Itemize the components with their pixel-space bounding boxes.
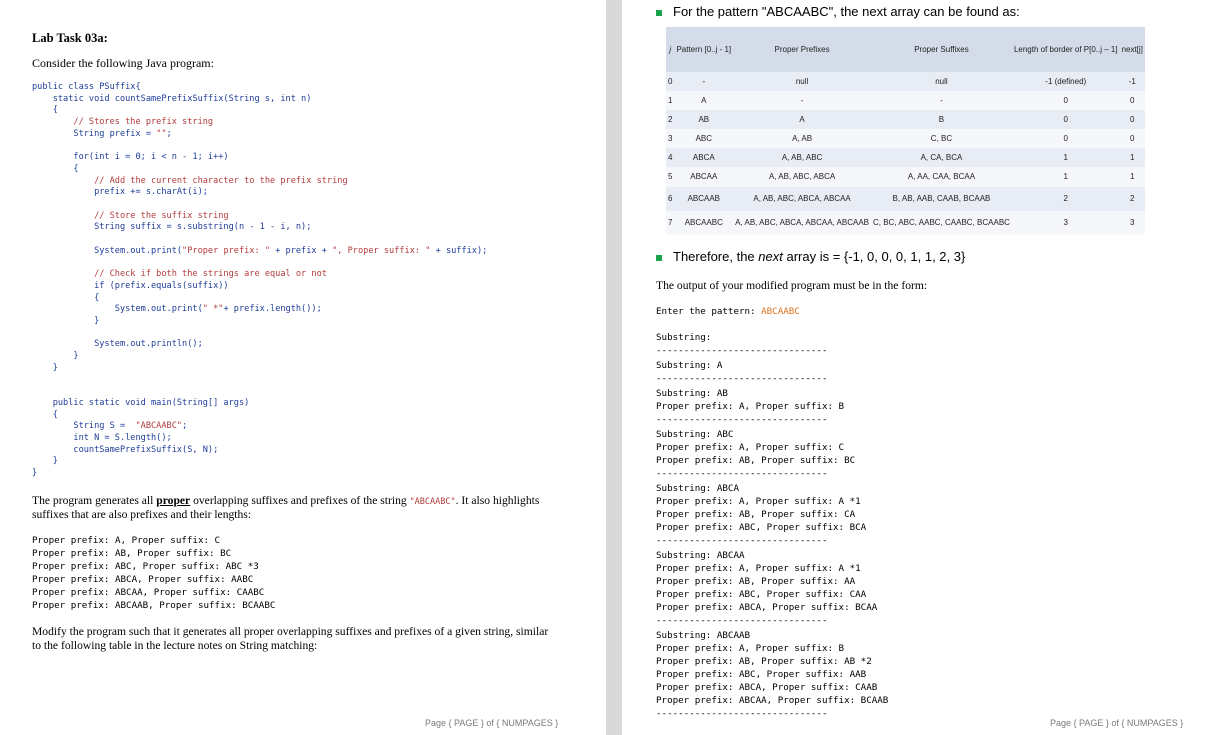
code-line: if (prefix.equals(suffix)) bbox=[32, 280, 229, 291]
code-line: // Stores the prefix string bbox=[32, 117, 214, 128]
page-footer: Page { PAGE } of { NUMPAGES } bbox=[1050, 718, 1184, 728]
code-line bbox=[32, 234, 487, 246]
output-line: Proper prefix: ABC, Proper suffix: ABC *3 bbox=[32, 561, 259, 572]
table-cell: 2 bbox=[1120, 187, 1145, 211]
code-line bbox=[32, 375, 487, 387]
separator-line: ------------------------------- bbox=[656, 535, 828, 546]
output-line: Proper prefix: ABCAA, Proper suffix: BCAAB bbox=[656, 695, 889, 706]
table-cell: 4 bbox=[666, 148, 674, 167]
table-cell: ABCAABC bbox=[674, 211, 733, 235]
output-line: Proper prefix: A, Proper suffix: A *1 bbox=[656, 496, 861, 507]
code-line: } bbox=[32, 351, 79, 362]
table-cell: A, AB, ABC, ABCA bbox=[733, 167, 871, 187]
output-line: Proper prefix: ABCAA, Proper suffix: CAABC bbox=[32, 587, 265, 598]
table-cell: A, CA, BCA bbox=[871, 148, 1012, 167]
code-line: String prefix = ""; bbox=[32, 128, 172, 139]
lab-task-title: Lab Task 03a: bbox=[32, 31, 108, 45]
code-line: { bbox=[32, 292, 100, 303]
separator-line: ------------------------------- bbox=[656, 345, 828, 356]
output-line: Proper prefix: AB, Proper suffix: CA bbox=[656, 509, 856, 520]
sample-output-block bbox=[32, 534, 275, 612]
table-cell: null bbox=[733, 72, 871, 91]
table-cell: - bbox=[733, 91, 871, 110]
code-line: System.out.print(" *"+ prefix.length()); bbox=[32, 304, 322, 315]
expected-output-block bbox=[656, 331, 888, 720]
code-line: String suffix = s.substring(n - 1 - i, n); bbox=[32, 222, 312, 233]
table-cell: -1 (defined) bbox=[1012, 72, 1120, 91]
table-cell: ABCA bbox=[674, 148, 733, 167]
table-cell: 5 bbox=[666, 167, 674, 187]
code-line: static void countSamePrefixSuffix(String s, int n) bbox=[32, 93, 312, 104]
java-code-block bbox=[32, 82, 487, 480]
table-cell: 6 bbox=[666, 187, 674, 211]
code-line: String S = "ABCAABC"; bbox=[32, 421, 188, 432]
table-cell: 1 bbox=[1120, 148, 1145, 167]
table-header-cell: Proper Prefixes bbox=[733, 27, 871, 72]
paragraph-2-line-2: to the following table in the lecture notes on String matching: bbox=[32, 639, 318, 652]
table-cell: 0 bbox=[1012, 129, 1120, 148]
table-cell: A, AA, CAA, BCAA bbox=[871, 167, 1012, 187]
table-cell: 0 bbox=[1120, 129, 1145, 148]
code-line bbox=[32, 258, 487, 270]
table-row bbox=[666, 167, 1145, 187]
table-cell: - bbox=[674, 72, 733, 91]
table-row bbox=[666, 110, 1145, 129]
table-cell: ABC bbox=[674, 129, 733, 148]
table-cell: AB bbox=[674, 110, 733, 129]
table-cell: 1 bbox=[1120, 167, 1145, 187]
table-row bbox=[666, 129, 1145, 148]
separator-line: ------------------------------- bbox=[656, 615, 828, 626]
table-header-cell: next[j] bbox=[1120, 27, 1145, 72]
separator-line: ------------------------------- bbox=[656, 373, 828, 384]
output-line: Proper prefix: AB, Proper suffix: BC bbox=[656, 455, 856, 466]
table-cell: 1 bbox=[1012, 167, 1120, 187]
table-cell: 1 bbox=[1012, 148, 1120, 167]
separator-line: ------------------------------- bbox=[656, 414, 828, 425]
table-cell: 1 bbox=[666, 91, 674, 110]
table-cell: A bbox=[733, 110, 871, 129]
document-page-1 bbox=[0, 0, 606, 735]
output-form-text: The output of your modified program must be in the form: bbox=[656, 279, 928, 292]
table-cell: ABCAA bbox=[674, 167, 733, 187]
bullet-line-2: Therefore, the next array is = {-1, 0, 0, 0, 1, 1, 2, 3} bbox=[656, 249, 965, 264]
code-line: for(int i = 0; i < n - 1; i++) bbox=[32, 152, 229, 163]
table-cell: - bbox=[871, 91, 1012, 110]
table-row bbox=[666, 72, 1145, 91]
table-cell: C, BC bbox=[871, 129, 1012, 148]
code-line: { bbox=[32, 163, 79, 174]
pattern-value: ABCAABC bbox=[761, 306, 800, 317]
output-line: Proper prefix: AB, Proper suffix: BC bbox=[32, 548, 232, 559]
table-cell: 0 bbox=[666, 72, 674, 91]
table-cell: 3 bbox=[666, 129, 674, 148]
table-cell: 3 bbox=[1012, 211, 1120, 235]
table-cell: -1 bbox=[1120, 72, 1145, 91]
code-line: // Add the current character to the prefix string bbox=[32, 175, 348, 186]
table-row bbox=[666, 148, 1145, 167]
table-header-cell: j bbox=[666, 27, 674, 72]
output-line: Proper prefix: AB, Proper suffix: AB *2 bbox=[656, 656, 872, 667]
code-line: countSamePrefixSuffix(S, N); bbox=[32, 444, 219, 455]
table-header-cell: Proper Suffixes bbox=[871, 27, 1012, 72]
bullet-line-1: For the pattern "ABCAABC", the next array can be found as: bbox=[656, 4, 1020, 19]
table-cell: B bbox=[871, 110, 1012, 129]
table-cell: C, BC, ABC, AABC, CAABC, BCAABC bbox=[871, 211, 1012, 235]
output-line: Substring: ABC bbox=[656, 429, 734, 440]
table-cell: 0 bbox=[1012, 91, 1120, 110]
code-line: { bbox=[32, 105, 58, 116]
next-array-table bbox=[666, 27, 1145, 235]
document-page-2 bbox=[622, 0, 1230, 735]
code-line: } bbox=[32, 456, 58, 467]
code-line bbox=[32, 386, 487, 398]
output-line: Proper prefix: ABC, Proper suffix: CAA bbox=[656, 589, 867, 600]
code-line: } bbox=[32, 316, 100, 326]
output-line: Proper prefix: ABCA, Proper suffix: CAAB bbox=[656, 682, 878, 693]
table-cell: A bbox=[674, 91, 733, 110]
output-line: Substring: ABCAA bbox=[656, 550, 745, 561]
paragraph-1-line-2: suffixes that are also prefixes and their lengths: bbox=[32, 508, 252, 521]
paragraph-1-line-1: The program generates all proper overlapping suffixes and prefixes of the string "ABCAABC". It also highlights bbox=[32, 494, 540, 507]
output-line: Proper prefix: A, Proper suffix: C bbox=[32, 535, 221, 546]
table-row bbox=[666, 187, 1145, 211]
table-cell: 2 bbox=[666, 110, 674, 129]
output-line: Proper prefix: A, Proper suffix: B bbox=[656, 401, 845, 412]
output-line: Proper prefix: ABCA, Proper suffix: BCAA bbox=[656, 602, 878, 613]
code-line: public class PSuffix{ bbox=[32, 82, 141, 92]
table-cell: 2 bbox=[1012, 187, 1120, 211]
code-line bbox=[32, 328, 487, 340]
table-header-cell: Pattern [0..j - 1] bbox=[674, 27, 733, 72]
page-footer: Page { PAGE } of { NUMPAGES } bbox=[425, 718, 559, 728]
table-cell: 0 bbox=[1120, 91, 1145, 110]
paragraph-2-line-1: Modify the program such that it generates all proper overlapping suffixes and prefixes of a given string, similar bbox=[32, 625, 549, 638]
output-line: Proper prefix: A, Proper suffix: C bbox=[656, 442, 845, 453]
table-cell: null bbox=[871, 72, 1012, 91]
table-cell: A, AB, ABC, ABCA, ABCAA, ABCAAB bbox=[733, 211, 871, 235]
code-line bbox=[32, 141, 487, 153]
output-line: Substring: ABCAAB bbox=[656, 630, 751, 641]
code-line bbox=[32, 199, 487, 211]
enter-pattern-line: Enter the pattern: ABCAABC bbox=[656, 306, 800, 317]
code-line: int N = S.length(); bbox=[32, 432, 172, 443]
table-cell: 0 bbox=[1120, 110, 1145, 129]
table-cell: 0 bbox=[1012, 110, 1120, 129]
intro-text: Consider the following Java program: bbox=[32, 56, 214, 70]
code-line: // Store the suffix string bbox=[32, 210, 229, 221]
output-line: Substring: AB bbox=[656, 388, 728, 399]
table-header-row bbox=[666, 27, 1145, 72]
output-line: Proper prefix: ABC, Proper suffix: AAB bbox=[656, 669, 867, 680]
table-row bbox=[666, 211, 1145, 235]
bullet-icon bbox=[656, 10, 662, 16]
output-line: Proper prefix: ABC, Proper suffix: BCA bbox=[656, 522, 867, 533]
code-line: } bbox=[32, 362, 58, 373]
separator-line: ------------------------------- bbox=[656, 708, 828, 719]
table-cell: A, AB bbox=[733, 129, 871, 148]
code-line: System.out.println(); bbox=[32, 339, 203, 350]
output-line: Proper prefix: ABCA, Proper suffix: AABC bbox=[32, 574, 254, 585]
table-cell: A, AB, ABC bbox=[733, 148, 871, 167]
output-line: Proper prefix: AB, Proper suffix: AA bbox=[656, 576, 856, 587]
table-cell: B, AB, AAB, CAAB, BCAAB bbox=[871, 187, 1012, 211]
bullet-icon bbox=[656, 255, 662, 261]
code-line: public static void main(String[] args) bbox=[32, 397, 250, 408]
table-header-cell: Length of border of P[0..j – 1] bbox=[1012, 27, 1120, 72]
output-line: Proper prefix: ABCAAB, Proper suffix: BCAABC bbox=[32, 600, 276, 611]
table-cell: A, AB, ABC, ABCA, ABCAA bbox=[733, 187, 871, 211]
table-cell: 3 bbox=[1120, 211, 1145, 235]
table-cell: 7 bbox=[666, 211, 674, 235]
code-line: prefix += s.charAt(i); bbox=[32, 187, 208, 198]
code-line: { bbox=[32, 409, 58, 420]
table-row bbox=[666, 91, 1145, 110]
output-line: Proper prefix: A, Proper suffix: B bbox=[656, 643, 845, 654]
code-line: } bbox=[32, 468, 38, 479]
code-line: // Check if both the strings are equal or not bbox=[32, 269, 327, 280]
separator-line: ------------------------------- bbox=[656, 468, 828, 479]
output-line: Proper prefix: A, Proper suffix: A *1 bbox=[656, 563, 861, 574]
underlined-word: proper bbox=[156, 494, 191, 507]
output-line: Substring: A bbox=[656, 360, 723, 371]
code-line: System.out.print("Proper prefix: " + prefix + ", Proper suffix: " + suffix); bbox=[32, 245, 488, 256]
output-line: Substring: ABCA bbox=[656, 483, 739, 494]
table-cell: ABCAAB bbox=[674, 187, 733, 211]
output-line: Substring: bbox=[656, 332, 712, 343]
